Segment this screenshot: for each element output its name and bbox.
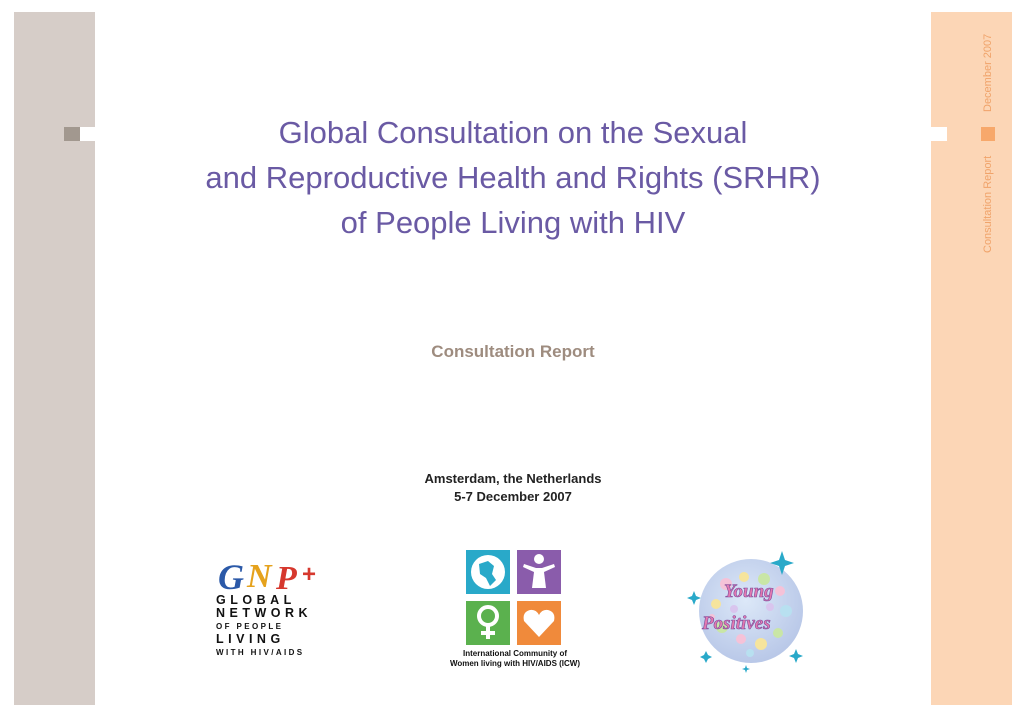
icw-caption-line-1: International Community of [463, 649, 567, 658]
side-date-text: December 2007 [982, 33, 994, 112]
gnp-logo-mark [214, 549, 329, 595]
left-notch-gap [80, 127, 95, 141]
globe-icon [466, 550, 510, 594]
gnp-mark-n: N [247, 558, 272, 595]
side-report-text: Consultation Report [982, 155, 994, 253]
young-positives-logo [686, 549, 816, 677]
gnp-mark-plus: + [302, 561, 317, 588]
gnp-line-4: LIVING [216, 632, 285, 646]
yp-word-positives: Positives [702, 613, 771, 634]
event-dates: 5-7 December 2007 [454, 489, 572, 504]
document-title [100, 110, 926, 245]
icw-caption-line-2: Women living with HIV/AIDS (ICW) [449, 659, 581, 668]
event-location [100, 470, 926, 506]
icw-caption [430, 649, 600, 669]
left-decorative-band [14, 12, 95, 705]
title-line-3: of People Living with HIV [340, 205, 686, 240]
yp-word-young: Young [724, 581, 774, 602]
gnp-line-1: GLOBAL [216, 593, 296, 607]
title-line-2: and Reproductive Health and Rights (SRHR) [205, 160, 821, 195]
icw-logo [466, 550, 562, 646]
report-label: Consultation Report [431, 342, 595, 361]
gnp-logo-text [216, 594, 316, 659]
title-line-1: Global Consultation on the Sexual [278, 115, 748, 150]
heart-icon [517, 601, 561, 645]
gnp-line-5: WITH HIV/AIDS [216, 648, 305, 657]
gnp-mark-p: P [276, 560, 297, 595]
right-notch-square [981, 127, 995, 141]
right-notch-gap [931, 127, 947, 141]
woman-figure-icon [517, 550, 561, 594]
left-notch-square [64, 127, 80, 141]
female-symbol-icon [466, 601, 510, 645]
gnp-line-2: NETWORK [216, 606, 313, 620]
gnp-mark-g: G [218, 557, 244, 595]
gnp-line-3: OF PEOPLE [216, 622, 284, 631]
event-city: Amsterdam, the Netherlands [424, 471, 602, 486]
right-decorative-band [931, 12, 1012, 705]
